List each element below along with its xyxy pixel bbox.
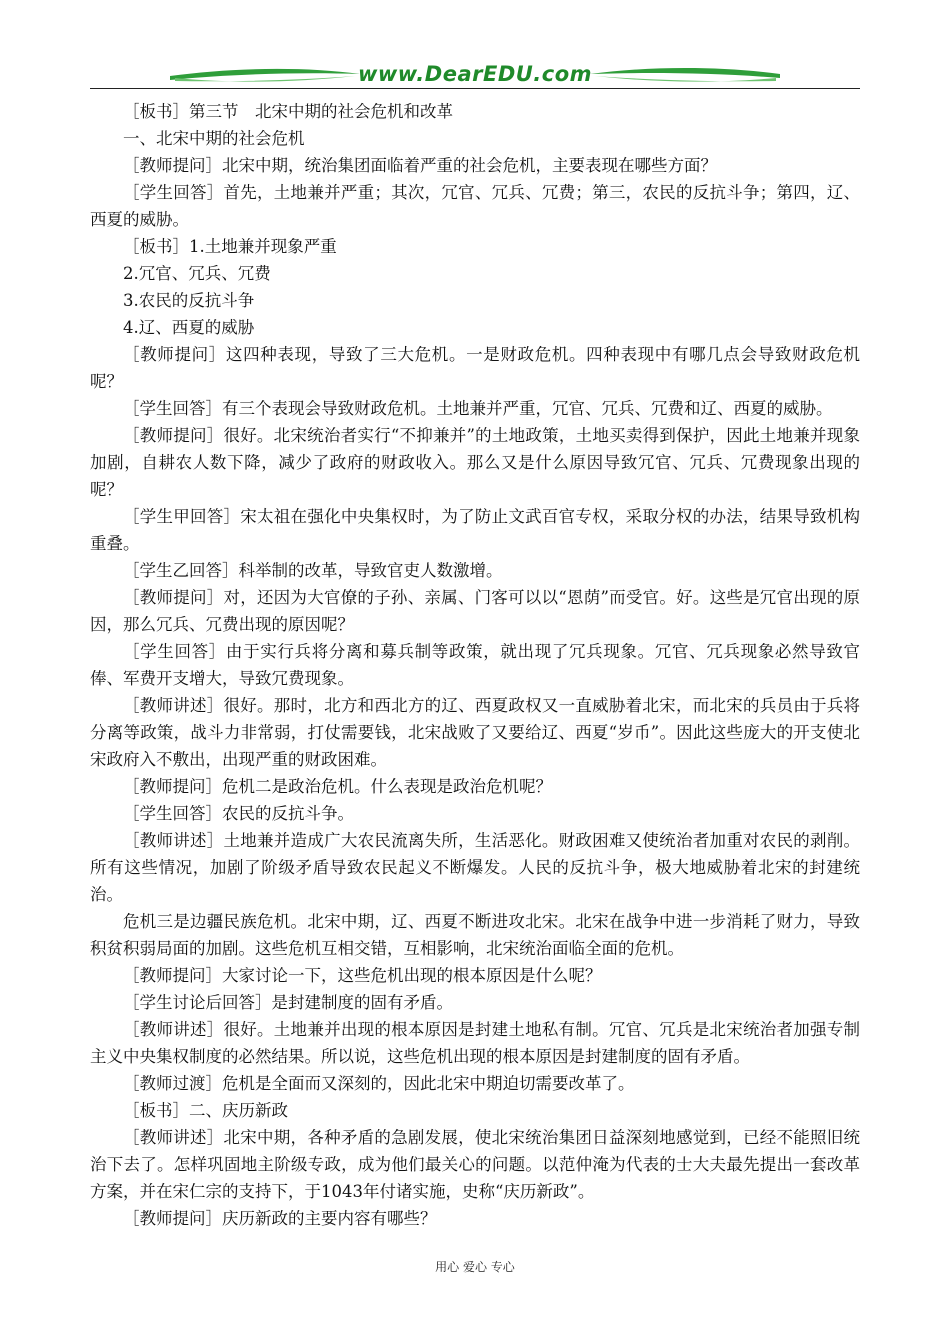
paragraph: ［学生回答］有三个表现会导致财政危机。土地兼并严重，冗官、冗兵、冗费和辽、西夏的威胁。 — [123, 399, 833, 418]
paragraph: 一、北宋中期的社会危机 — [123, 129, 305, 148]
paragraph: ［教师讲述］土地兼并造成广大农民流离失所，生活恶化。财政困难又使统治者加重对农民的剥削。所有这些情况，加剧了阶级矛盾导致农民起义不断爆发。人民的反抗斗争，极大地威胁着北宋的封建统治。 — [90, 831, 860, 904]
paragraph: ［教师讲述］北宋中期，各种矛盾的急剧发展，使北宋统治集团日益深刻地感觉到，已经不能照旧统治下去了。怎样巩固地主阶级专政，成为他们最关心的问题。以范仲淹为代表的士大夫最先提出一套改革方案，并在宋仁宗的支持下，于1043年付诸实施，史称“庆历新政”。 — [90, 1128, 860, 1201]
document-body — [90, 98, 860, 1232]
paragraph: 危机三是边疆民族危机。北宋中期，辽、西夏不断进攻北宋。北宋在战争中进一步消耗了财力，导致积贫积弱局面的加剧。这些危机互相交错，互相影响，北宋统治面临全面的危机。 — [90, 912, 860, 958]
paragraph: ［教师提问］大家讨论一下，这些危机出现的根本原因是什么呢？ — [123, 966, 602, 985]
paragraph: ［学生回答］首先，土地兼并严重；其次，冗官、冗兵、冗费；第三，农民的反抗斗争；第四，辽、西夏的威胁。 — [90, 183, 860, 229]
paragraph: ［教师提问］对，还因为大官僚的子孙、亲属、门客可以以“恩荫”而受官。好。这些是冗官出现的原因，那么冗兵、冗费出现的原因呢？ — [90, 588, 860, 634]
site-logo-text: www.DearEDU.com — [357, 62, 593, 86]
header-divider — [90, 88, 860, 89]
paragraph: ［学生乙回答］科举制的改革，导致官吏人数激增。 — [123, 561, 503, 580]
paragraph: ［教师过渡］危机是全面而又深刻的，因此北宋中期迫切需要改革了。 — [123, 1074, 635, 1093]
header-logo-banner — [90, 58, 860, 90]
paragraph: ［板书］二、庆历新政 — [123, 1101, 288, 1120]
paragraph: 4.辽、西夏的威胁 — [123, 318, 255, 337]
page-footer: 用心 爱心 专心 — [435, 1260, 515, 1274]
paragraph: ［教师讲述］很好。土地兼并出现的根本原因是封建土地私有制。冗官、冗兵是北宋统治者加强专制主义中央集权制度的必然结果。所以说，这些危机出现的根本原因是封建制度的固有矛盾。 — [90, 1020, 860, 1066]
paragraph: 3.农民的反抗斗争 — [123, 291, 255, 310]
paragraph: ［教师讲述］很好。那时，北方和西北方的辽、西夏政权又一直威胁着北宋，而北宋的兵员由于兵将分离等政策，战斗力非常弱，打仗需要钱，北宋战败了又要给辽、西夏“岁币”。因此这些庞大的开支使北宋政府入不敷出，出现严重的财政困难。 — [90, 696, 860, 769]
paragraph: ［教师提问］很好。北宋统治者实行“不抑兼并”的土地政策，土地买卖得到保护，因此土地兼并现象加剧，自耕农人数下降，减少了政府的财政收入。那么又是什么原因导致冗官、冗兵、冗费现象出现的呢？ — [90, 426, 860, 499]
paragraph: ［学生回答］农民的反抗斗争。 — [123, 804, 354, 823]
paragraph: ［板书］1.土地兼并现象严重 — [123, 237, 337, 256]
paragraph: 2.冗官、冗兵、冗费 — [123, 264, 271, 283]
paragraph: ［学生甲回答］宋太祖在强化中央集权时，为了防止文武百官专权，采取分权的办法，结果导致机构重叠。 — [90, 507, 860, 553]
paragraph: ［板书］第三节 北宋中期的社会危机和改革 — [123, 102, 453, 121]
paragraph: ［教师提问］庆历新政的主要内容有哪些？ — [123, 1209, 437, 1228]
paragraph: ［教师提问］这四种表现，导致了三大危机。一是财政危机。四种表现中有哪几点会导致财政危机呢？ — [90, 345, 860, 391]
paragraph: ［学生讨论后回答］是封建制度的固有矛盾。 — [123, 993, 453, 1012]
paragraph: ［教师提问］北宋中期，统治集团面临着严重的社会危机，主要表现在哪些方面？ — [123, 156, 717, 175]
paragraph: ［教师提问］危机二是政治危机。什么表现是政治危机呢？ — [123, 777, 552, 796]
paragraph: ［学生回答］由于实行兵将分离和募兵制等政策，就出现了冗兵现象。冗官、冗兵现象必然导致官俸、军费开支增大，导致冗费现象。 — [90, 642, 860, 688]
